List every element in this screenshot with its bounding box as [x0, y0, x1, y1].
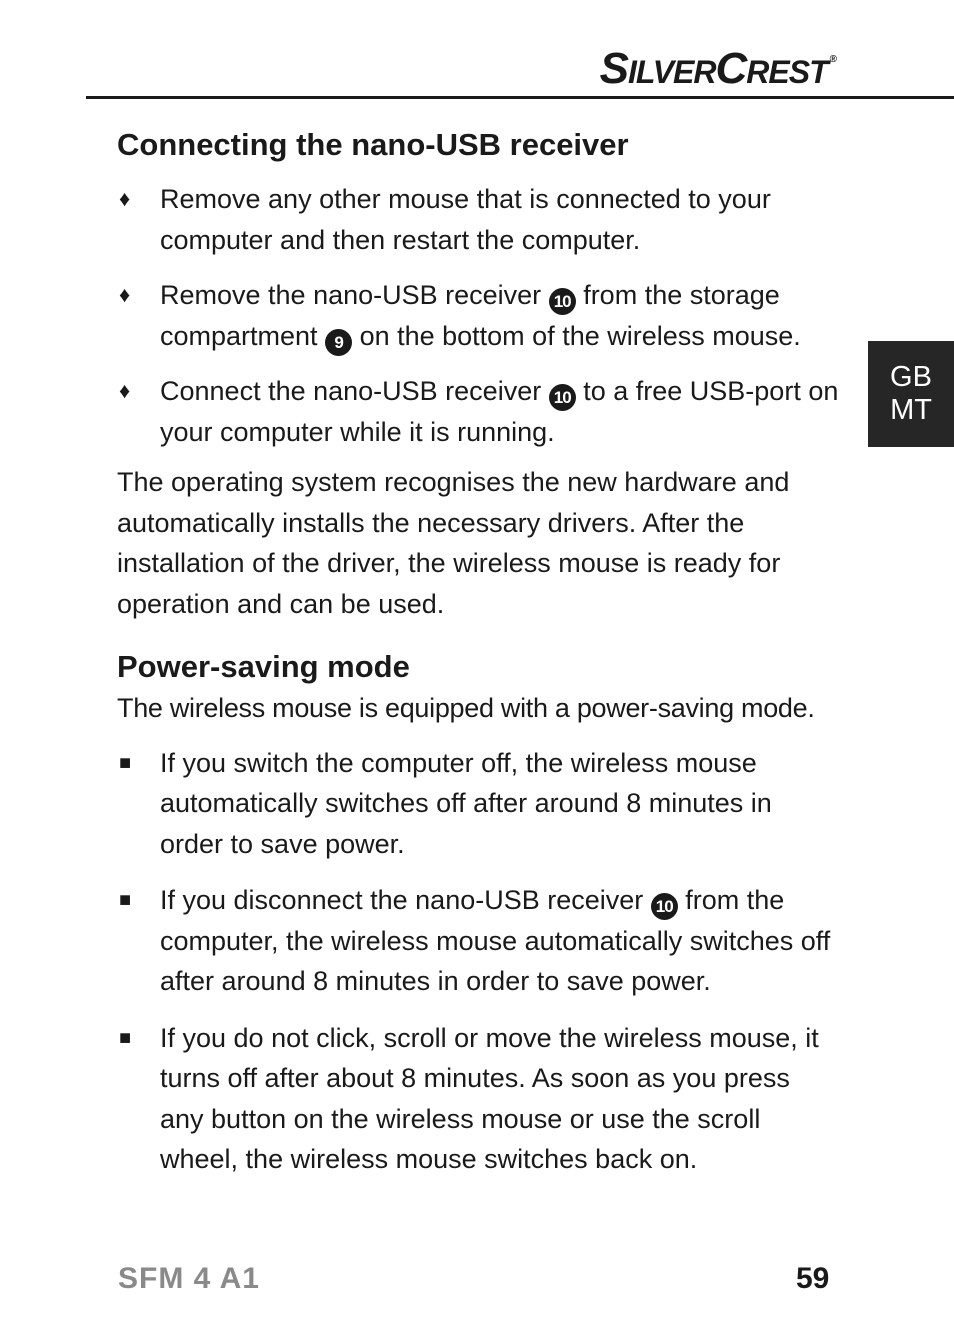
- list-item: [117, 743, 839, 865]
- list-item: ■ If you disconnect the nano-USB receiver 10 from the computer, the wireless mouse automatically switches off after around 8 minutes in order to save power.: [117, 880, 839, 1002]
- page-content: [117, 122, 839, 1180]
- diamond-bullet-icon: ♦: [119, 282, 131, 307]
- square-bullet-icon: ■: [119, 751, 132, 774]
- brand-logo: SILVERCREST ®: [599, 44, 836, 93]
- part-reference-badge: 10: [549, 384, 576, 411]
- language-code-mt: MT: [890, 394, 932, 426]
- power-saving-intro: The wireless mouse is equipped with a power-saving mode.: [117, 693, 815, 723]
- part-reference-badge: 10: [651, 893, 678, 920]
- header-divider: [86, 96, 954, 99]
- list-item: [117, 1018, 839, 1180]
- language-code-gb: GB: [890, 361, 932, 393]
- footer-model-number: SFM 4 A1: [118, 1262, 260, 1295]
- part-reference-badge: 9: [325, 329, 352, 356]
- list-item-text: If you switch the computer off, the wireless mouse automatically switches off after around 8 minutes in order to save power.: [160, 747, 772, 859]
- list-item: [117, 179, 839, 260]
- list-item: ♦ Remove the nano-USB receiver 10 from the storage compartment 9 on the bottom of the wireless mouse.: [117, 275, 839, 356]
- diamond-bullet-icon: ♦: [119, 378, 131, 403]
- connecting-steps-list: [117, 179, 839, 452]
- footer-page-number: 59: [796, 1262, 830, 1295]
- power-saving-list: [117, 743, 839, 1180]
- language-tab: [868, 341, 954, 447]
- square-bullet-icon: ■: [119, 1026, 132, 1049]
- list-item-text: Remove any other mouse that is connected to your computer and then restart the computer.: [160, 184, 771, 255]
- section-heading-connecting: Connecting the nano-USB receiver: [117, 127, 629, 162]
- list-item: ♦ Connect the nano-USB receiver 10 to a free USB-port on your computer while it is running.: [117, 371, 839, 452]
- part-reference-badge: 10: [549, 288, 576, 315]
- driver-installation-paragraph: The operating system recognises the new hardware and automatically installs the necessary drivers. After the installation of the driver, the wireless mouse is ready for operation and can be used.: [117, 467, 790, 619]
- section-heading-power-saving: Power-saving mode: [117, 649, 410, 684]
- list-item-text: If you do not click, scroll or move the wireless mouse, it turns off after about 8 minutes. As soon as you press any button on the wireless mouse or use the scroll wheel, the wireless mouse switches back on.: [160, 1022, 819, 1174]
- square-bullet-icon: ■: [119, 889, 132, 911]
- diamond-bullet-icon: ♦: [119, 186, 131, 211]
